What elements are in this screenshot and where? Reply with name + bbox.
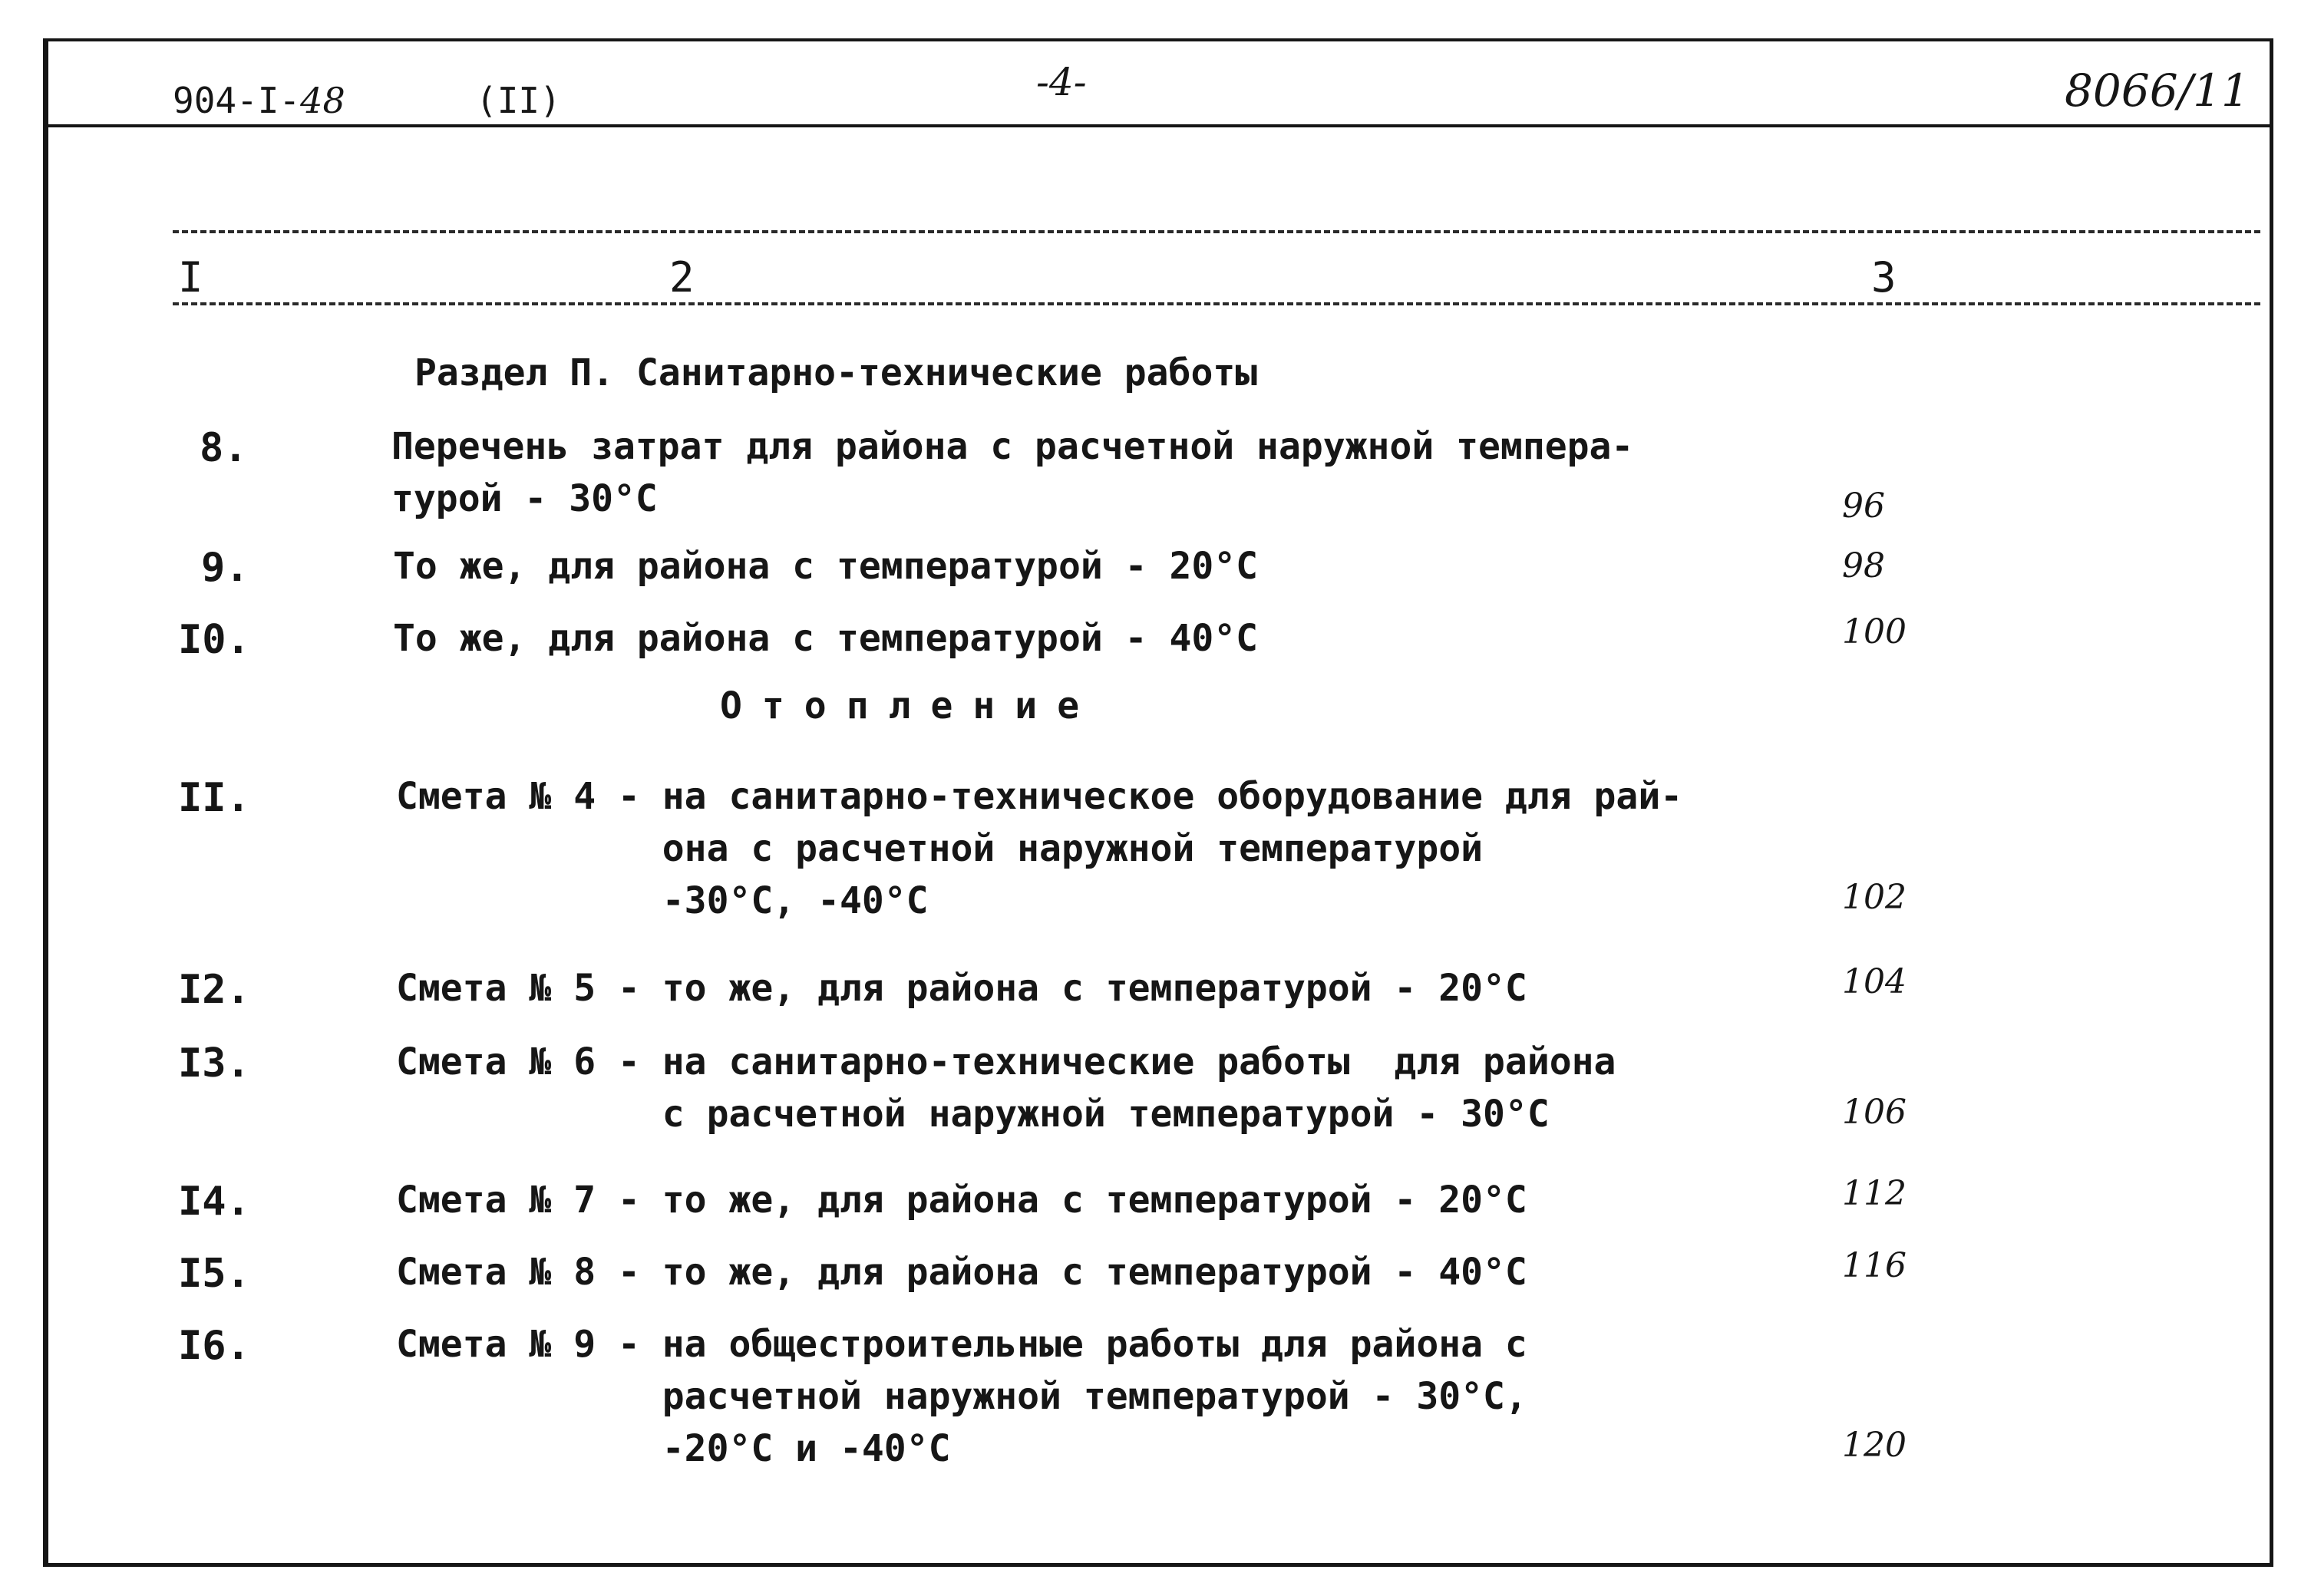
item-page-ref: 106 bbox=[1842, 1093, 1907, 1132]
item-text: То же, для района с температурой - 40°С bbox=[393, 617, 1259, 660]
cipher-handwritten: 48 bbox=[300, 80, 345, 121]
column-number-3: 3 bbox=[1871, 253, 1897, 302]
item-page-ref: 98 bbox=[1842, 546, 1885, 585]
subsection-title: Отопление bbox=[720, 684, 1100, 727]
item-text: Смета № 6 - на санитарно-технические работы для района с расчетной наружной температурой - 30°С bbox=[396, 1040, 1616, 1136]
item-text: Перечень затрат для района с расчетной наружной темпера- турой - 30°С bbox=[391, 425, 1634, 520]
column-number-1: I bbox=[178, 253, 203, 302]
item-number: II. bbox=[178, 775, 250, 821]
item-number: 8. bbox=[200, 425, 248, 471]
item-page-ref: 116 bbox=[1842, 1246, 1907, 1285]
item-text: Смета № 5 - то же, для района с температурой - 20°С bbox=[396, 967, 1527, 1010]
item-number: I5. bbox=[178, 1251, 250, 1297]
item-text: Смета № 9 - на общестроительные работы для района с расчетной наружной температурой - 30°С, -20°С и -40°С bbox=[396, 1323, 1527, 1470]
item-number: I6. bbox=[178, 1323, 250, 1369]
table-top-dashed-rule bbox=[173, 230, 2260, 233]
item-page-ref: 102 bbox=[1842, 878, 1907, 917]
item-text: То же, для района с температурой - 20°С bbox=[393, 545, 1259, 588]
item-number: I4. bbox=[178, 1179, 250, 1225]
section-title: Раздел П. Санитарно-технические работы bbox=[414, 351, 1258, 394]
item-page-ref: 104 bbox=[1842, 962, 1907, 1001]
item-number: I2. bbox=[178, 967, 250, 1013]
item-number: 9. bbox=[201, 545, 249, 591]
header-rule bbox=[43, 124, 2273, 127]
cipher-printed: 904-I- bbox=[173, 80, 301, 121]
item-text: Смета № 8 - то же, для района с температурой - 40°С bbox=[396, 1251, 1527, 1294]
column-number-2: 2 bbox=[669, 253, 695, 302]
document-cipher bbox=[173, 80, 345, 121]
item-number: I0. bbox=[178, 617, 250, 663]
item-text: Смета № 4 - на санитарно-техническое оборудование для рай- она с расчетной наружной температурой -30°С, -40°С bbox=[396, 775, 1683, 922]
item-text: Смета № 7 - то же, для района с температурой - 20°С bbox=[396, 1179, 1527, 1222]
item-page-ref: 100 bbox=[1842, 612, 1907, 651]
item-page-ref: 112 bbox=[1842, 1174, 1907, 1213]
item-number: I3. bbox=[178, 1040, 250, 1087]
sheet-number: (II) bbox=[476, 80, 561, 121]
table-header-dashed-rule bbox=[173, 302, 2260, 305]
item-page-ref: 120 bbox=[1842, 1426, 1907, 1465]
page-number: -4- bbox=[1036, 60, 1087, 104]
archive-number: 8066/11 bbox=[2065, 64, 2250, 117]
item-page-ref: 96 bbox=[1842, 486, 1885, 526]
